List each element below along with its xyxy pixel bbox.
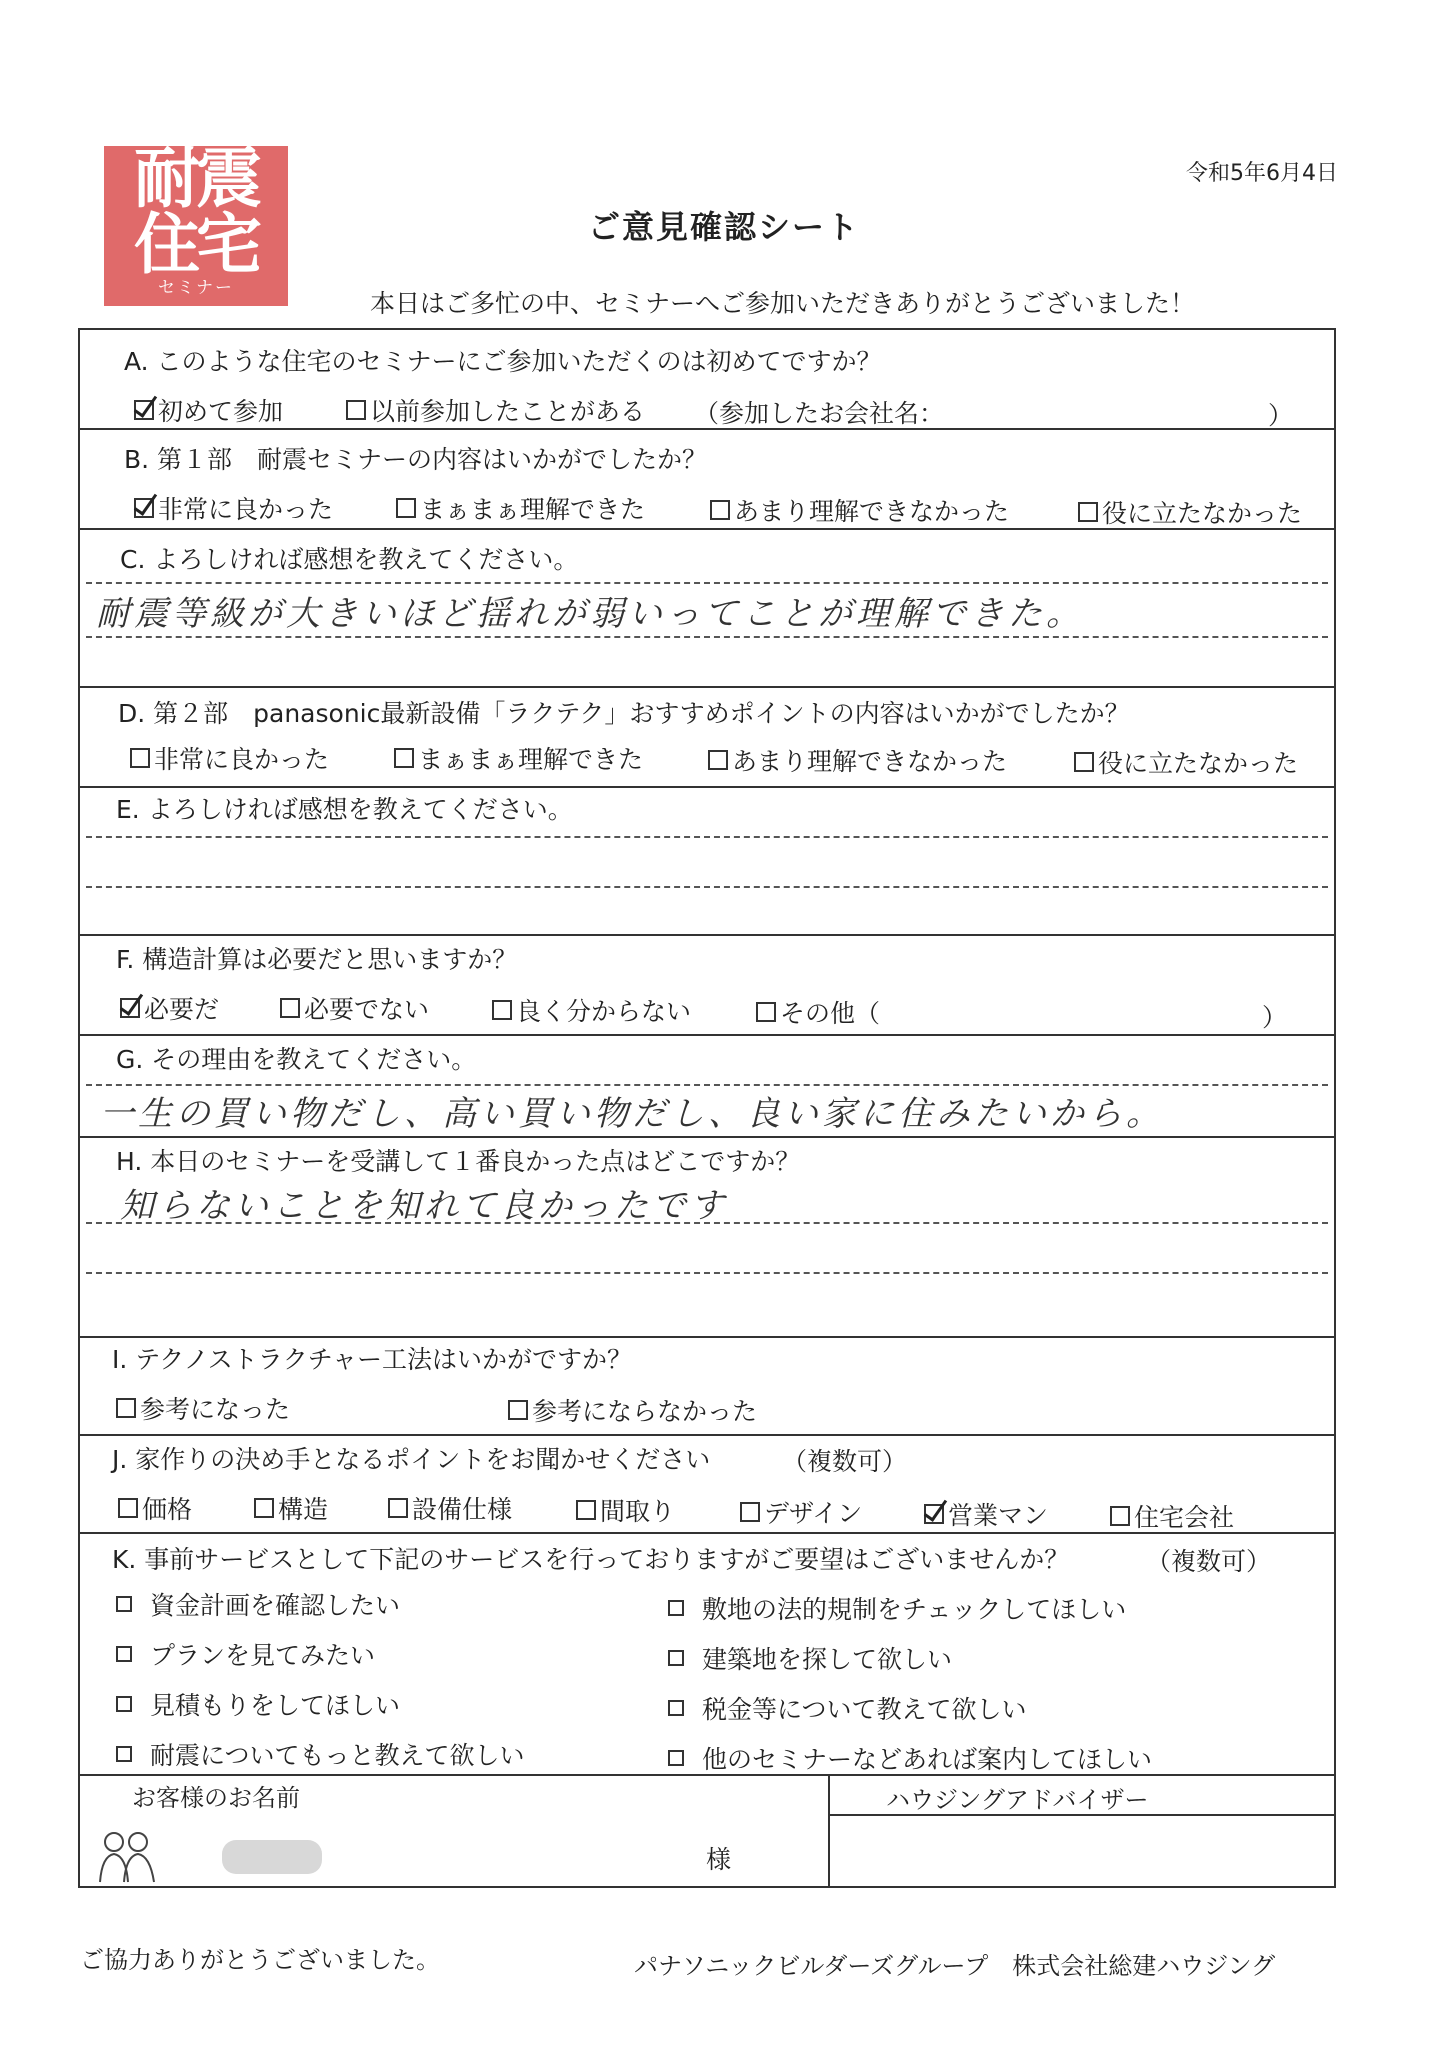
option-label: 必要だ bbox=[144, 995, 220, 1024]
service-left-4[interactable] bbox=[116, 1736, 525, 1772]
option-f-1[interactable] bbox=[120, 990, 219, 1026]
checkbox[interactable] bbox=[116, 1596, 132, 1612]
service-label: 資金計画を確認したい bbox=[150, 1591, 401, 1620]
question-e: E. よろしければ感想を教えてください。 bbox=[116, 795, 573, 824]
checkbox[interactable] bbox=[710, 500, 730, 520]
logo-sub: セミナー bbox=[158, 278, 234, 298]
page-title: ご意見確認シート bbox=[587, 208, 860, 246]
question-d: D. 第２部 panasonic最新設備「ラクテク」おすすめポイントの内容はいかがでしたか？ bbox=[118, 699, 1130, 728]
option-d-3[interactable] bbox=[708, 742, 1007, 778]
option-label: 役に立たなかった bbox=[1098, 749, 1299, 778]
service-right-2[interactable] bbox=[668, 1640, 952, 1676]
checkbox[interactable] bbox=[1110, 1506, 1130, 1526]
question-f: F. 構造計算は必要だと思いますか？ bbox=[116, 945, 518, 974]
checkbox[interactable] bbox=[134, 498, 154, 518]
question-k-note: （複数可） bbox=[1146, 1547, 1272, 1576]
service-right-1[interactable] bbox=[668, 1590, 1126, 1626]
divider bbox=[78, 786, 1336, 788]
option-label: 価格 bbox=[142, 1495, 193, 1524]
company-text: パナソニックビルダーズグループ 株式会社総建ハウジング bbox=[634, 1952, 1276, 1980]
logo-line2: 住宅 bbox=[134, 206, 258, 283]
option-label: 間取り bbox=[600, 1497, 676, 1526]
option-a-2[interactable] bbox=[346, 392, 645, 428]
option-b-1[interactable] bbox=[134, 490, 333, 526]
service-label: 他のセミナーなどあれば案内してほしい bbox=[702, 1745, 1153, 1774]
option-label: 参考にならなかった bbox=[532, 1397, 758, 1426]
service-right-4[interactable] bbox=[668, 1740, 1152, 1776]
form-date: 令和5年6月4日 bbox=[1186, 161, 1338, 186]
option-label: デザイン bbox=[764, 1499, 863, 1528]
checkbox[interactable] bbox=[116, 1398, 136, 1418]
checkbox[interactable] bbox=[576, 1500, 596, 1520]
dashed-line bbox=[86, 886, 1328, 888]
checkbox[interactable] bbox=[134, 400, 154, 420]
checkbox[interactable] bbox=[394, 748, 414, 768]
dashed-line bbox=[86, 636, 1328, 638]
checkbox[interactable] bbox=[756, 1002, 776, 1022]
option-b-3[interactable] bbox=[710, 492, 1009, 528]
option-d-4[interactable] bbox=[1074, 744, 1298, 780]
thanks-text: ご協力ありがとうございました。 bbox=[80, 1946, 440, 1974]
checkbox[interactable] bbox=[120, 998, 140, 1018]
checkbox[interactable] bbox=[396, 498, 416, 518]
option-label: 構造 bbox=[278, 1495, 329, 1524]
dashed-line bbox=[86, 836, 1328, 838]
option-label: 非常に良かった bbox=[154, 745, 330, 774]
option-i-2[interactable] bbox=[508, 1392, 757, 1428]
checkbox[interactable] bbox=[280, 998, 300, 1018]
service-right-3[interactable] bbox=[668, 1690, 1027, 1726]
option-label: まぁまぁ理解できた bbox=[420, 495, 646, 524]
option-j-2[interactable] bbox=[254, 1490, 328, 1526]
option-d-1[interactable] bbox=[130, 740, 329, 776]
option-label: 住宅会社 bbox=[1134, 1503, 1235, 1532]
option-b-2[interactable] bbox=[396, 490, 645, 526]
checkbox[interactable] bbox=[346, 400, 366, 420]
option-label: 初めて参加 bbox=[158, 397, 284, 426]
divider bbox=[78, 1336, 1336, 1338]
company-name-close: ） bbox=[1268, 401, 1294, 430]
people-icon bbox=[96, 1826, 158, 1884]
option-label: 役に立たなかった bbox=[1102, 499, 1303, 528]
other-close: ） bbox=[1262, 1003, 1288, 1032]
checkbox[interactable] bbox=[116, 1746, 132, 1762]
option-a-1[interactable] bbox=[134, 392, 283, 428]
option-label: まぁまぁ理解できた bbox=[418, 745, 644, 774]
checkbox[interactable] bbox=[668, 1650, 684, 1666]
customer-name-label: お客様のお名前 bbox=[132, 1784, 300, 1812]
checkbox[interactable] bbox=[388, 1498, 408, 1518]
company-name-label: （参加したお会社名： bbox=[694, 399, 945, 428]
option-label: 設備仕様 bbox=[412, 1495, 513, 1524]
option-j-6[interactable] bbox=[924, 1496, 1048, 1532]
question-i: I. テクノストラクチャー工法はいかがですか？ bbox=[112, 1345, 633, 1374]
customer-name-redacted bbox=[222, 1840, 322, 1874]
option-label: 非常に良かった bbox=[158, 495, 334, 524]
checkbox[interactable] bbox=[924, 1504, 944, 1524]
checkbox[interactable] bbox=[116, 1646, 132, 1662]
option-j-4[interactable] bbox=[576, 1492, 675, 1528]
option-label: 必要でない bbox=[304, 995, 430, 1024]
question-j: J. 家作りの決め手となるポイントをお聞かせください bbox=[112, 1445, 711, 1474]
advisor-label: ハウジングアドバイザー bbox=[886, 1786, 1149, 1814]
question-g: G. その理由を教えてください。 bbox=[116, 1045, 477, 1074]
service-label: 税金等について教えて欲しい bbox=[702, 1695, 1027, 1724]
service-label: プランを見てみたい bbox=[150, 1641, 376, 1670]
checkbox[interactable] bbox=[668, 1750, 684, 1766]
question-k: K. 事前サービスとして下記のサービスを行っておりますがご要望はございませんか？ bbox=[112, 1545, 1070, 1574]
option-label: あまり理解できなかった bbox=[732, 747, 1008, 776]
question-j-note: （複数可） bbox=[782, 1447, 908, 1476]
checkbox[interactable] bbox=[118, 1498, 138, 1518]
option-j-1[interactable] bbox=[118, 1490, 192, 1526]
service-label: 建築地を探して欲しい bbox=[702, 1645, 953, 1674]
checkbox[interactable] bbox=[1078, 502, 1098, 522]
answer-g-handwritten: 一生の買い物だし、高い買い物だし、良い家に住みたいから。 bbox=[100, 1094, 1164, 1134]
checkbox[interactable] bbox=[116, 1696, 132, 1712]
checkbox[interactable] bbox=[508, 1400, 528, 1420]
service-left-1[interactable] bbox=[116, 1586, 400, 1622]
service-left-3[interactable] bbox=[116, 1686, 400, 1722]
checkbox[interactable] bbox=[668, 1600, 684, 1616]
service-label: 耐震についてもっと教えて欲しい bbox=[150, 1741, 525, 1770]
option-b-4[interactable] bbox=[1078, 494, 1302, 530]
customer-honorific: 様 bbox=[706, 1845, 732, 1874]
question-b: B. 第１部 耐震セミナーの内容はいかがでしたか？ bbox=[124, 445, 708, 474]
checkbox[interactable] bbox=[668, 1700, 684, 1716]
intro-text: 本日はご多忙の中、セミナーへご参加いただきありがとうございました！ bbox=[370, 289, 1196, 318]
checkbox[interactable] bbox=[492, 1000, 512, 1020]
option-j-5[interactable] bbox=[740, 1494, 862, 1530]
option-f-3[interactable] bbox=[492, 992, 691, 1028]
option-f-4[interactable] bbox=[756, 994, 880, 1030]
divider bbox=[78, 934, 1336, 936]
option-f-2[interactable] bbox=[280, 990, 429, 1026]
option-label: その他（ bbox=[780, 999, 881, 1028]
dashed-line bbox=[86, 582, 1328, 584]
service-label: 敷地の法的規制をチェックしてほしい bbox=[702, 1595, 1127, 1624]
option-label: 参考になった bbox=[140, 1395, 291, 1424]
checkbox[interactable] bbox=[254, 1498, 274, 1518]
option-label: 良く分からない bbox=[516, 997, 692, 1026]
answer-h-handwritten: 知らないことを知れて良かったです bbox=[120, 1186, 728, 1226]
checkbox[interactable] bbox=[708, 750, 728, 770]
option-i-1[interactable] bbox=[116, 1390, 290, 1426]
service-left-2[interactable] bbox=[116, 1636, 375, 1672]
divider bbox=[78, 1434, 1336, 1436]
option-label: 以前参加したことがある bbox=[370, 397, 646, 426]
advisor-field[interactable] bbox=[830, 1816, 1334, 1886]
option-label: あまり理解できなかった bbox=[734, 497, 1010, 526]
option-j-3[interactable] bbox=[388, 1490, 512, 1526]
divider bbox=[78, 1136, 1336, 1138]
logo-line1: 耐震 bbox=[134, 140, 258, 217]
divider bbox=[78, 686, 1336, 688]
option-d-2[interactable] bbox=[394, 740, 643, 776]
checkbox[interactable] bbox=[130, 748, 150, 768]
option-j-7[interactable] bbox=[1110, 1498, 1234, 1534]
question-h: H. 本日のセミナーを受講して１番良かった点はどこですか？ bbox=[116, 1147, 801, 1176]
checkbox[interactable] bbox=[1074, 752, 1094, 772]
dashed-line bbox=[86, 1272, 1328, 1274]
question-c: C. よろしければ感想を教えてください。 bbox=[120, 545, 579, 574]
divider bbox=[78, 1034, 1336, 1036]
checkbox[interactable] bbox=[740, 1502, 760, 1522]
service-label: 見積もりをしてほしい bbox=[150, 1691, 401, 1720]
option-label: 営業マン bbox=[948, 1501, 1049, 1530]
question-a: A. このような住宅のセミナーにご参加いただくのは初めてですか？ bbox=[124, 347, 882, 376]
answer-c-handwritten: 耐震等級が大きいほど揺れが弱いってことが理解できた。 bbox=[96, 594, 1084, 634]
